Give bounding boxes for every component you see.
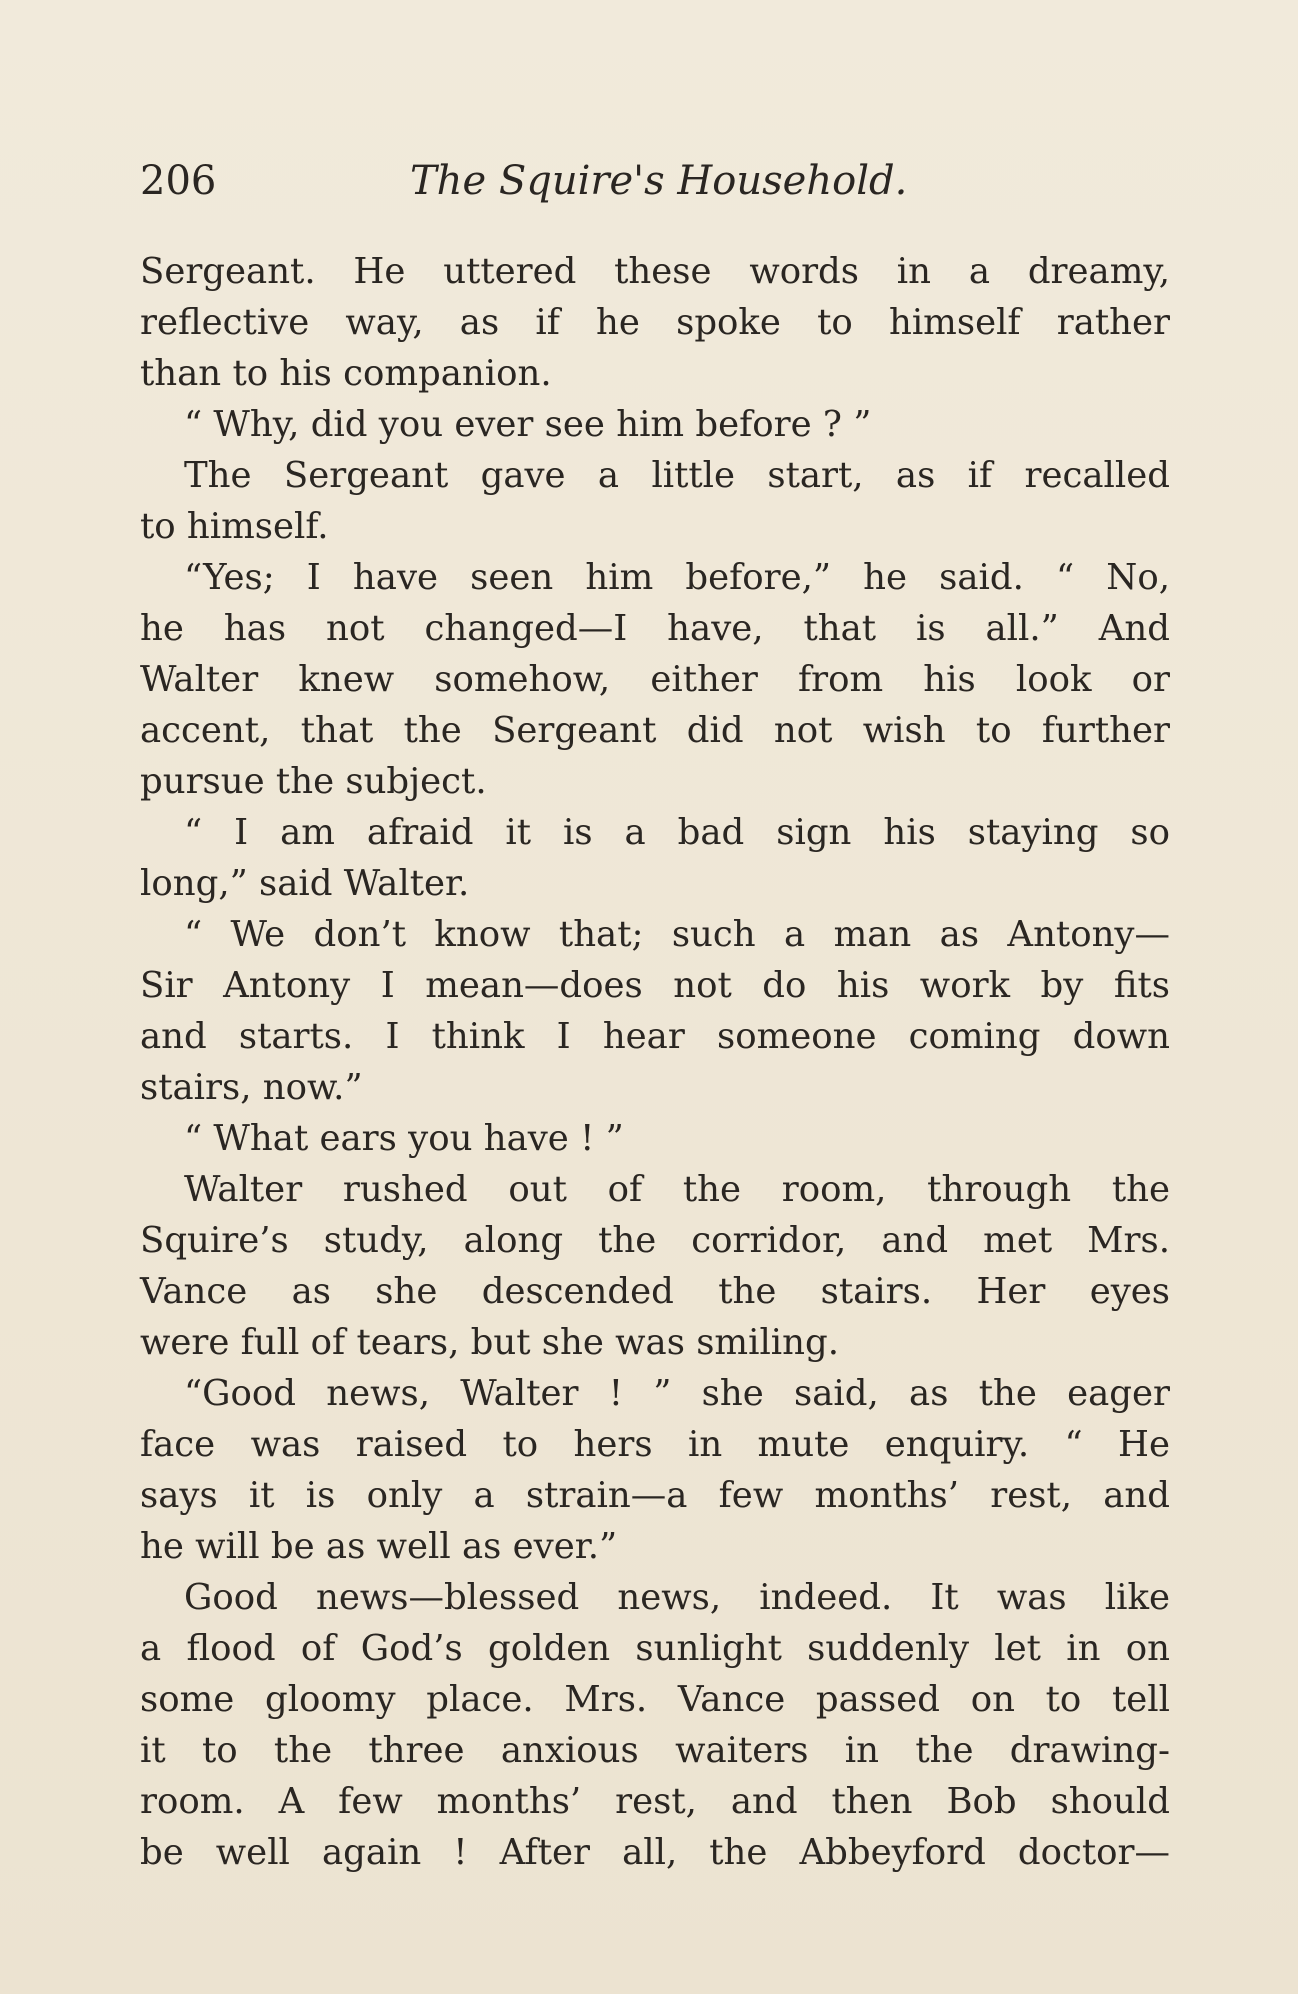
text-line: some gloomy place. Mrs. Vance passed on to tell (140, 1679, 1170, 1720)
text-line: The Sergeant gave a little start, as if recalled (184, 455, 1170, 496)
text-line: Sergeant. He uttered these words in a dreamy, (140, 251, 1170, 292)
text-line: Walter rushed out of the room, through the (184, 1169, 1170, 1210)
text-line: “Good news, Walter ! ” she said, as the eager (184, 1373, 1170, 1414)
text-line: to himself. (140, 506, 329, 547)
text-line: says it is only a strain—a few months’ rest, and (140, 1475, 1170, 1516)
text-line: stairs, now.” (140, 1067, 363, 1108)
text-line: room. A few months’ rest, and then Bob should (140, 1781, 1170, 1822)
text-line: accent, that the Sergeant did not wish to further (140, 710, 1170, 751)
text-line: “ What ears you have ! ” (184, 1118, 624, 1159)
text-line: pursue the subject. (140, 761, 487, 802)
text-line: face was raised to hers in mute enquiry. “ He (140, 1424, 1170, 1465)
page-number: 206 (140, 158, 217, 204)
text-line: and starts. I think I hear someone coming down (140, 1016, 1170, 1057)
text-line: Walter knew somehow, either from his look or (140, 659, 1170, 700)
body-text (140, 246, 1170, 1878)
text-line: Vance as she descended the stairs. Her eyes (140, 1271, 1170, 1312)
text-line: Sir Antony I mean—does not do his work by fits (140, 965, 1170, 1006)
text-line: a flood of God’s golden sunlight suddenly let in on (140, 1628, 1170, 1669)
text-line: “ Why, did you ever see him before ? ” (184, 404, 872, 445)
text-line: “ We don’t know that; such a man as Antony— (184, 914, 1170, 955)
text-line: he has not changed—I have, that is all.” And (140, 608, 1170, 649)
text-line: it to the three anxious waiters in the drawing- (140, 1730, 1170, 1771)
text-line: reflective way, as if he spoke to himself rather (140, 302, 1170, 343)
text-line: “ I am afraid it is a bad sign his staying so (184, 812, 1170, 853)
text-line: long,” said Walter. (140, 863, 470, 904)
page-header (140, 158, 1180, 218)
running-title: The Squire's Household. (410, 158, 908, 204)
text-line: were full of tears, but she was smiling. (140, 1322, 840, 1363)
text-line: Good news—blessed news, indeed. It was like (184, 1577, 1170, 1618)
text-line: than to his companion. (140, 353, 552, 394)
text-line: be well again ! After all, the Abbeyford doctor— (140, 1832, 1170, 1873)
text-line: “Yes; I have seen him before,” he said. “ No, (184, 557, 1170, 598)
text-line: he will be as well as ever.” (140, 1526, 618, 1567)
text-line: Squire’s study, along the corridor, and met Mrs. (140, 1220, 1170, 1261)
